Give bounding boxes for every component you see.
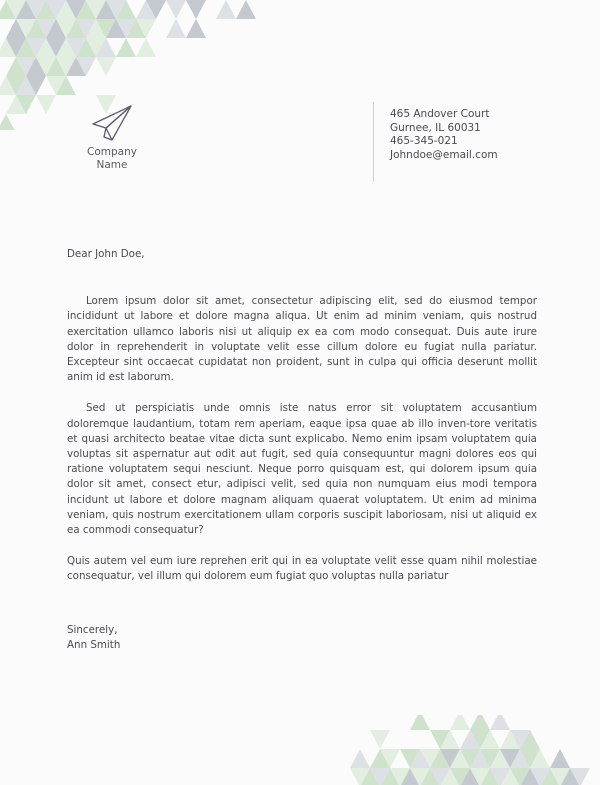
decorative-triangle (166, 0, 186, 19)
header-divider (373, 102, 374, 182)
letter-body (67, 247, 537, 653)
decorative-triangle (186, 19, 206, 38)
triangle-pattern-bottom (330, 715, 600, 785)
decorative-triangle (350, 749, 370, 768)
paragraph-2: Sed ut perspiciatis unde omnis iste natus error sit voluptatem accusantium doloremque laudantium, totam rem aperiam, eaque ipsa quae ab illo inven-tore veritatis et quasi architecto beatae vitae dicta sunt explicabo. Nemo enim ipsam voluptatem quia voluptas sit aspernatur aut odit aut fugit, sed quia consequuntur magni dolores eos qui ratione voluptatem sequi nesciunt. Neque porro quisquam est, qui dolorem ipsum quia dolor sit amet, consect etur, adipisci velit, sed quia non numquam eius modi tempora incidunt ut labore et dolore magnam aliquam quaerat voluptatem. Ut enim ad minima veniam, quis nostrum exercitationem ullam corporis suscipit laboriosam, nisi ut aliquid ex ea commodi consequatur? (67, 402, 537, 537)
decorative-triangle (186, 0, 206, 19)
company-name-line2: Name (96, 159, 128, 171)
decorative-triangle (0, 114, 16, 130)
decorative-triangle (370, 730, 390, 749)
decorative-triangle (166, 19, 186, 38)
decorative-triangle (236, 0, 256, 19)
decorative-triangle (410, 715, 430, 730)
decorative-triangle (36, 95, 56, 114)
decorative-triangle (116, 38, 136, 57)
paper-plane-icon (90, 104, 134, 142)
company-name-line1: Company (87, 146, 137, 158)
decorative-triangle (490, 715, 510, 730)
decorative-triangle (136, 38, 156, 57)
city-state-zip: Gurnee, IL 60031 (390, 121, 481, 134)
salutation: Dear John Doe, (67, 248, 145, 260)
decorative-triangle (96, 57, 116, 76)
closing: Sincerely, (67, 623, 118, 636)
phone-number: 465-345-021 (390, 135, 458, 147)
decorative-triangle (470, 715, 490, 730)
company-name (80, 146, 144, 172)
contact-block (390, 108, 498, 162)
email-address: Johndoe@email.com (390, 148, 498, 161)
decorative-triangle (216, 0, 236, 19)
decorative-triangle (450, 715, 470, 730)
paragraph-1: Lorem ipsum dolor sit amet, consectetur adipiscing elit, sed do eiusmod tempor incididunt ut labore et dolore magna aliqua. Ut enim ad minim veniam, quis nostrud exercitation ullamco laboris nisi ut aliquip ex ea com modo consequat. Duis aute irure dolor in reprehenderit in voluptate velit esse cillum dolore eu fugiat nulla pariatur. Excepteur sint occaecat cupidatat non proident, sunt in culpa qui officia deserunt mollit anim id est laborum. (67, 295, 537, 384)
paragraph-3: Quis autem vel eum iure reprehen erit qui in ea voluptate velit esse quam nihil molestiae consequatur, vel illum qui dolorem eum fugiat quo voluptas nulla pariatur (67, 555, 537, 583)
street-address: 465 Andover Court (390, 108, 490, 120)
signer-name: Ann Smith (67, 638, 121, 651)
company-logo (80, 104, 144, 172)
decorative-triangle (550, 749, 570, 768)
